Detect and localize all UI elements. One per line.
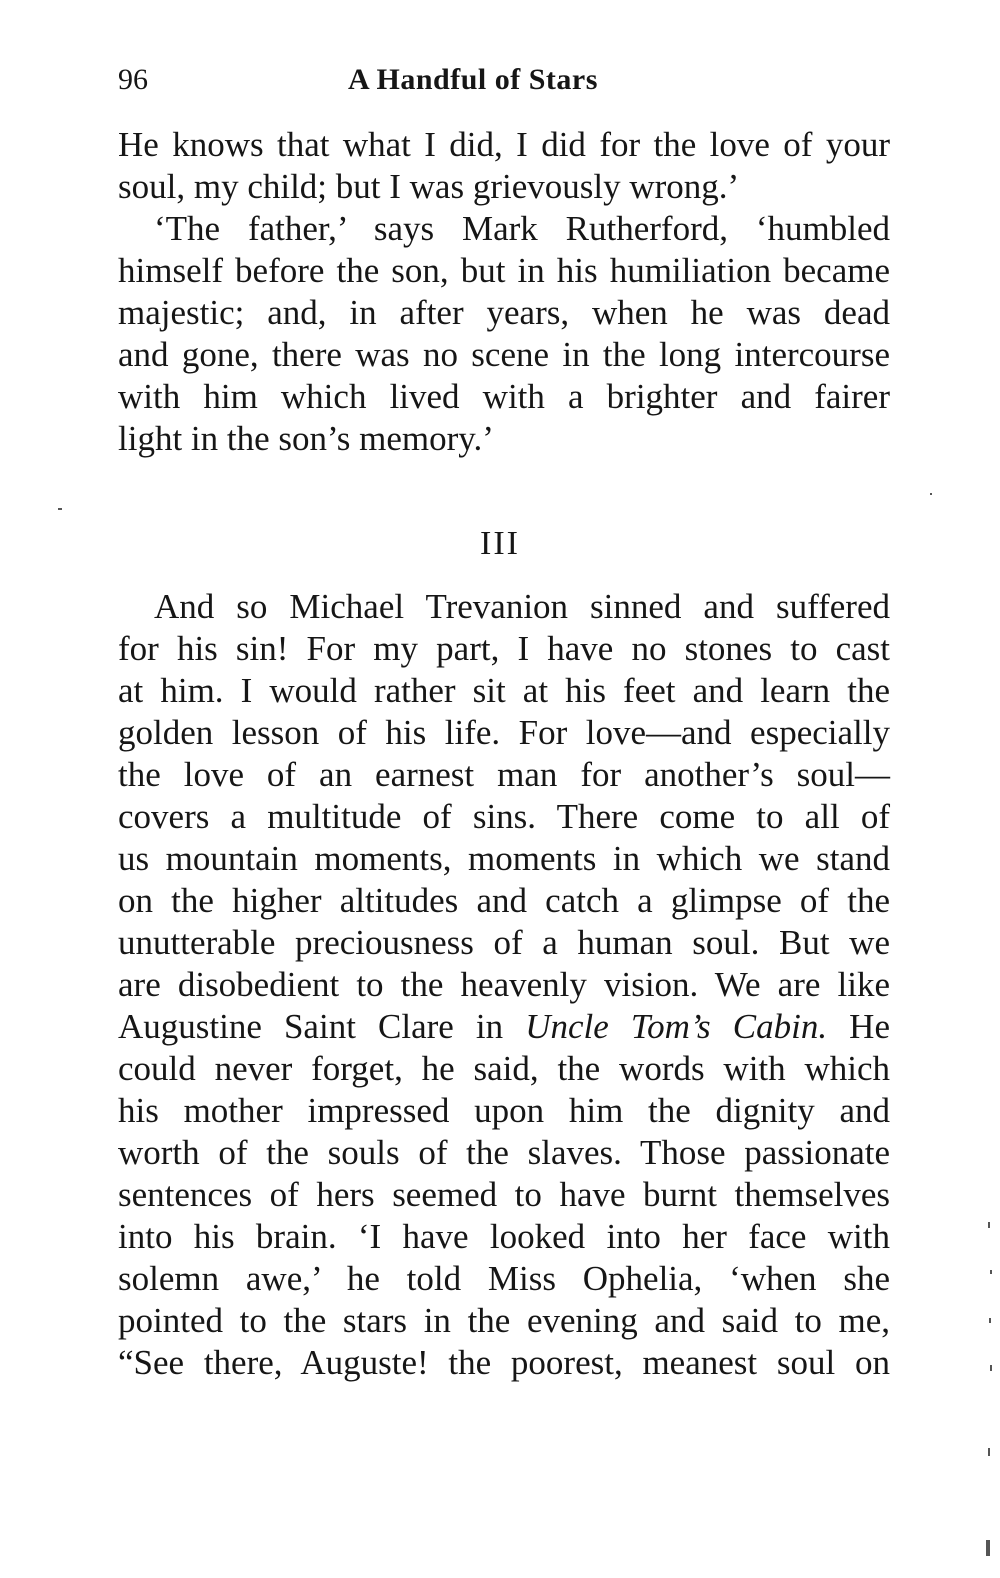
text-line: for his sin! For my part, I have no stones to cast <box>118 629 890 668</box>
text-line: himself before the son, but in his humiliation became <box>118 251 890 290</box>
text-line: on the higher altitudes and catch a glimpse of the <box>118 881 890 920</box>
text-line: could never forget, he said, the words with which <box>118 1049 890 1088</box>
text-line: pointed to the stars in the evening and said to me, <box>118 1301 890 1340</box>
page-number: 96 <box>118 63 148 96</box>
text-line: light in the son’s memory.’ <box>118 419 494 458</box>
text-line: his mother impressed upon him the dignity and <box>118 1091 890 1130</box>
scan-speck <box>989 1318 991 1323</box>
text-line: us mountain moments, moments in which we stand <box>118 839 890 878</box>
text-segment: He <box>827 1007 890 1046</box>
paragraph-continuation <box>118 124 890 460</box>
text-line: And so Michael Trevanion sinned and suffered <box>154 587 890 626</box>
text-line: “See there, Auguste! the poorest, meanest soul on <box>118 1343 890 1382</box>
text-line: golden lesson of his life. For love—and especially <box>118 713 890 752</box>
scan-speck <box>58 508 62 510</box>
text-line: are disobedient to the heavenly vision. We are like <box>118 965 890 1004</box>
section-paragraph <box>118 586 890 1384</box>
text-line: unutterable preciousness of a human soul. But we <box>118 923 890 962</box>
scan-speck <box>988 1222 990 1228</box>
text-line: worth of the souls of the slaves. Those passionate <box>118 1133 890 1172</box>
text-line: soul, my child; but I was grievously wrong.’ <box>118 167 740 206</box>
running-header <box>118 58 890 102</box>
text-line: He knows that what I did, I did for the love of your <box>118 125 890 164</box>
text-line-with-italic-title <box>118 1006 890 1048</box>
text-line: at him. I would rather sit at his feet and learn the <box>118 671 890 710</box>
text-line: into his brain. ‘I have looked into her face with <box>118 1217 890 1256</box>
text-line: covers a multitude of sins. There come to all of <box>118 797 890 836</box>
scan-speck <box>986 1540 990 1556</box>
scan-speck <box>990 1270 992 1274</box>
text-line: and gone, there was no scene in the long intercourse <box>118 335 890 374</box>
text-segment: Augustine Saint Clare in <box>118 1007 526 1046</box>
text-line: with him which lived with a brighter and fairer <box>118 377 890 416</box>
scan-speck <box>930 493 932 495</box>
scan-speck <box>988 1448 990 1456</box>
text-line: the love of an earnest man for another’s soul— <box>118 755 890 794</box>
text-line: ‘The father,’ says Mark Rutherford, ‘humbled <box>154 209 890 248</box>
italic-book-title: Uncle Tom’s Cabin. <box>525 1007 828 1046</box>
text-line: majestic; and, in after years, when he was dead <box>118 293 890 332</box>
text-line: solemn awe,’ he told Miss Ophelia, ‘when she <box>118 1259 890 1298</box>
scan-speck <box>990 1365 992 1371</box>
section-heading: III <box>480 525 520 562</box>
running-title: A Handful of Stars <box>348 63 598 96</box>
text-line: sentences of hers seemed to have burnt themselves <box>118 1175 890 1214</box>
